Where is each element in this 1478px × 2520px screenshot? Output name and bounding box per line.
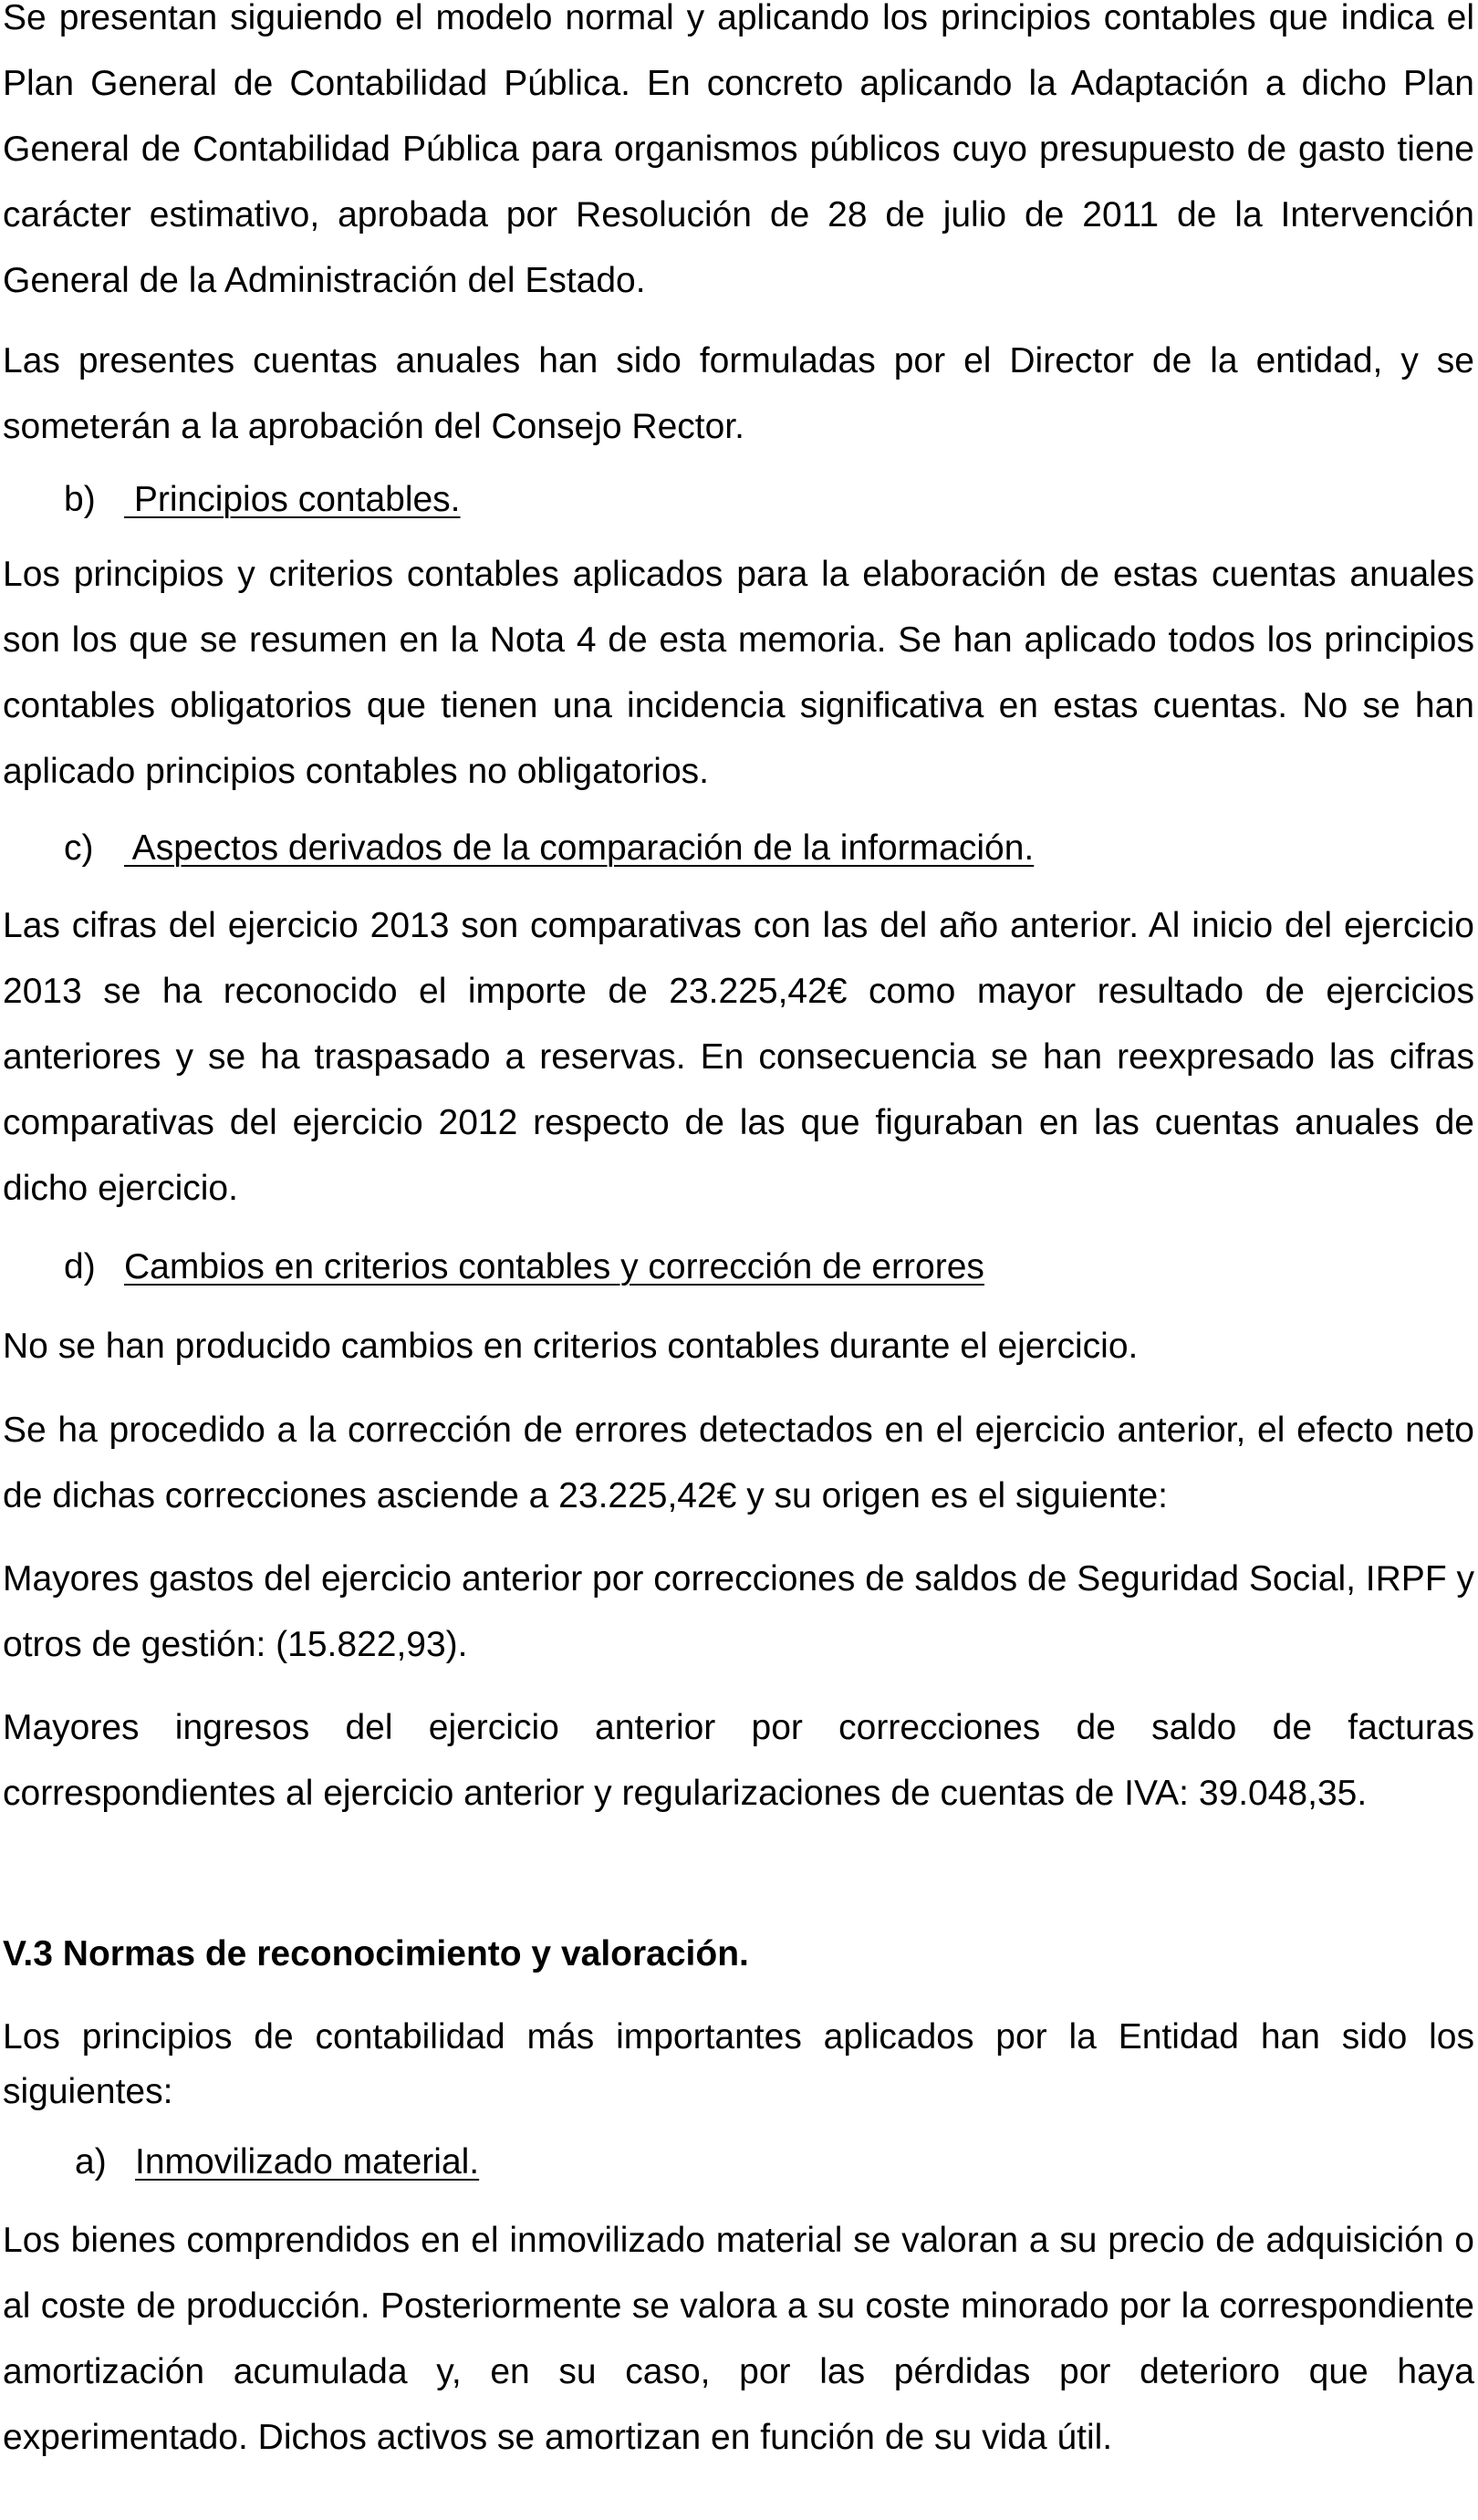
heading-title: Aspectos derivados de la comparación de la información. [124,828,1035,868]
heading-comparacion [64,827,1034,870]
paragraph-greater-expenses: Mayores gastos del ejercicio anterior por correcciones de saldos de Seguridad Social, IRPF y otros de gestión: (15.822,93). [3,1559,1474,1664]
heading-letter: b) [64,480,96,519]
heading-title: Inmovilizado material. [135,2142,480,2182]
heading-letter: c) [64,828,94,868]
section-title: V.3 Normas de reconocimiento y valoración. [3,1934,749,1973]
paragraph-comparison: Las cifras del ejercicio 2013 son comparativas con las del año anterior. Al inicio del ejercicio 2013 se ha reconocido el importe de 23.225,42€ como mayor resultado de ejercicios anteriores y se ha traspasado a reservas. En consecuencia se han reexpresado las cifras comparativas del ejercicio 2012 respecto de las que figuraban en las cuentas anuales de dicho ejercicio. [3,906,1474,1208]
paragraph-greater-income: Mayores ingresos del ejercicio anterior por correcciones de saldo de facturas correspondientes al ejercicio anterior y regularizaciones de cuentas de IVA: 39.048,35. [3,1708,1474,1813]
paragraph-principles: Los principios y criterios contables aplicados para la elaboración de estas cuentas anuales son los que se resumen en la Nota 4 de esta memoria. Se han aplicado todos los principios contables obligatorios que tienen una incidencia significativa en estas cuentas. No se han aplicado principios contables no obligatorios. [3,555,1474,791]
heading-letter: a) [75,2142,107,2182]
heading-cambios-criterios [64,1245,984,1289]
paragraph-accounting-principles: Los principios de contabilidad más importantes aplicados por la Entidad han sido los siguientes: [3,2017,1474,2111]
heading-letter: d) [64,1247,96,1286]
heading-principios-contables [64,478,461,522]
paragraph-formulation: Las presentes cuentas anuales han sido formuladas por el Director de la entidad, y se someterán a la aprobación del Consejo Rector. [3,341,1474,446]
heading-inmovilizado-material [75,2140,479,2184]
heading-title: Cambios en criterios contables y corrección de errores [124,1247,984,1286]
paragraph-presentation: Se presentan siguiendo el modelo normal y aplicando los principios contables que indica el Plan General de Contabilidad Pública. En concreto aplicando la Adaptación a dicho Plan General de Contabilidad Pública para organismos públicos cuyo presupuesto de gasto tiene carácter estimativo, aprobada por Resolución de 28 de julio de 2011 de la Intervención General de la Administración del Estado. [3,0,1474,300]
paragraph-corrections: Se ha procedido a la corrección de errores detectados en el ejercicio anterior, el efecto neto de dichas correcciones asciende a 23.225,42€ y su origen es el siguiente: [3,1411,1474,1515]
heading-title: Principios contables. [124,480,461,519]
paragraph-no-changes: No se han producido cambios en criterios contables durante el ejercicio. [3,1327,1139,1366]
paragraph-fixed-assets: Los bienes comprendidos en el inmovilizado material se valoran a su precio de adquisición o al coste de producción. Posteriormente se valora a su coste minorado por la correspondiente amortización acumulada y, en su caso, por las pérdidas por deterioro que haya experimentado. Dichos activos se amortizan en función de su vida útil. [3,2221,1474,2457]
